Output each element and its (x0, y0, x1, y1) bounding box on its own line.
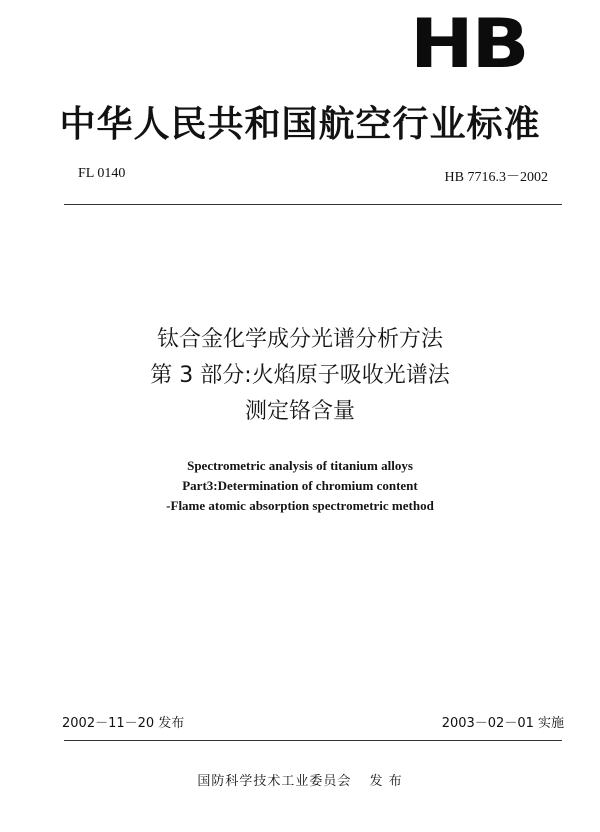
english-title (0, 456, 600, 516)
chinese-title (0, 322, 600, 430)
classification-code: FL 0140 (78, 166, 126, 181)
english-title-line-3: -Flame atomic absorption spectrometric method (166, 498, 434, 513)
chinese-title-line-3: 测定铬含量 (244, 399, 355, 424)
english-title-line-1: Spectrometric analysis of titanium alloys (187, 458, 413, 473)
publisher-line (0, 770, 600, 789)
hb-logo: HB (410, 5, 528, 84)
effective-date: 2003－02－01 实施 (441, 716, 564, 731)
english-title-line-2: Part3:Determination of chromium content (182, 478, 418, 493)
standard-number: HB 7716.3－2002 (444, 170, 548, 185)
header-divider (64, 204, 562, 205)
chinese-title-line-2: 第 3 部分:火焰原子吸收光谱法 (150, 363, 450, 388)
publish-action: 发 布 (369, 774, 403, 789)
footer-divider (64, 740, 562, 741)
standard-title: 中华人民共和国航空行业标准 (59, 104, 541, 145)
chinese-title-line-1: 钛合金化学成分光谱分析方法 (156, 327, 443, 352)
issue-date: 2002－11－20 发布 (62, 716, 185, 731)
publisher-name: 国防科学技术工业委员会 (197, 774, 352, 789)
